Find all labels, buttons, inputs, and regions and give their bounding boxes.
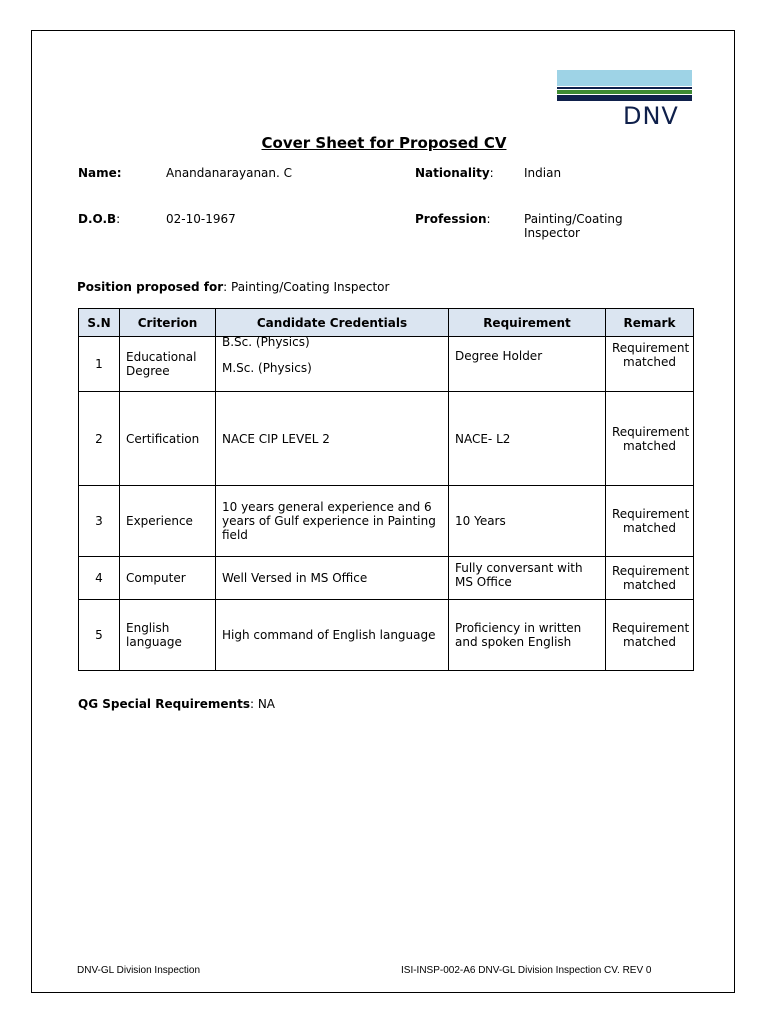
table-header-row (79, 309, 694, 337)
row-criterion: Educational Degree (120, 337, 216, 392)
position-proposed (77, 280, 389, 294)
dnv-logo (557, 70, 692, 130)
profession-value: Painting/Coating Inspector (524, 212, 623, 240)
position-label: Position proposed for (77, 280, 224, 294)
row-credentials: NACE CIP LEVEL 2 (216, 392, 449, 486)
dob-value: 02-10-1967 (166, 212, 236, 226)
row-remark: Requirement matched (606, 392, 694, 486)
credential-line: M.Sc. (Physics) (222, 361, 312, 375)
page-title: Cover Sheet for Proposed CV (261, 134, 507, 152)
table-row (79, 337, 694, 392)
row-remark: Requirement matched (606, 557, 694, 600)
row-requirement: NACE- L2 (449, 392, 606, 486)
header-criterion: Criterion (120, 309, 216, 337)
name-label: Name: (78, 166, 122, 180)
row-criterion: English language (120, 600, 216, 671)
row-requirement: Degree Holder (449, 337, 606, 392)
position-value: : Painting/Coating Inspector (223, 280, 390, 294)
nationality-label: Nationality: (415, 166, 494, 180)
row-remark: Requirement matched (606, 486, 694, 557)
special-value: : NA (249, 697, 276, 711)
row-sn: 1 (79, 337, 120, 392)
row-credentials: High command of English language (216, 600, 449, 671)
row-sn: 3 (79, 486, 120, 557)
row-remark: Requirement matched (606, 337, 694, 392)
nationality-value: Indian (524, 166, 562, 180)
dob-label: D.O.B: (78, 212, 121, 226)
row-requirement: Fully conversant with MS Office (449, 557, 606, 600)
row-requirement: 10 Years (449, 486, 606, 557)
footer-left: DNV-GL Division Inspection (77, 965, 201, 976)
row-remark: Requirement matched (606, 600, 694, 671)
logo-text: DNV (623, 102, 679, 130)
row-credentials (216, 337, 449, 392)
profession-label: Profession: (415, 212, 491, 226)
row-sn: 4 (79, 557, 120, 600)
header-sn: S.N (79, 309, 120, 337)
special-requirements (78, 697, 275, 711)
row-sn: 2 (79, 392, 120, 486)
row-criterion: Computer (120, 557, 216, 600)
footer-right: ISI-INSP-002-A6 DNV-GL Division Inspection CV. REV 0 (401, 965, 652, 976)
row-credentials: 10 years general experience and 6 years of Gulf experience in Painting field (216, 486, 449, 557)
row-sn: 5 (79, 600, 120, 671)
table-row (79, 557, 694, 600)
logo-navy-line-1 (557, 87, 692, 89)
row-criterion: Experience (120, 486, 216, 557)
credentials-table (78, 308, 694, 671)
row-requirement: Proficiency in written and spoken English (449, 600, 606, 671)
name-value: Anandanarayanan. C (166, 166, 293, 180)
row-criterion: Certification (120, 392, 216, 486)
table-row (79, 486, 694, 557)
row-credentials: Well Versed in MS Office (216, 557, 449, 600)
logo-navy-band (557, 95, 692, 101)
credential-line: B.Sc. (Physics) (222, 335, 310, 349)
special-label: QG Special Requirements (78, 697, 250, 711)
table-row (79, 600, 694, 671)
header-remark: Remark (606, 309, 694, 337)
header-credentials: Candidate Credentials (216, 309, 449, 337)
table-row (79, 392, 694, 486)
logo-sky-band (557, 70, 692, 86)
logo-green-band (557, 90, 692, 94)
header-requirement: Requirement (449, 309, 606, 337)
